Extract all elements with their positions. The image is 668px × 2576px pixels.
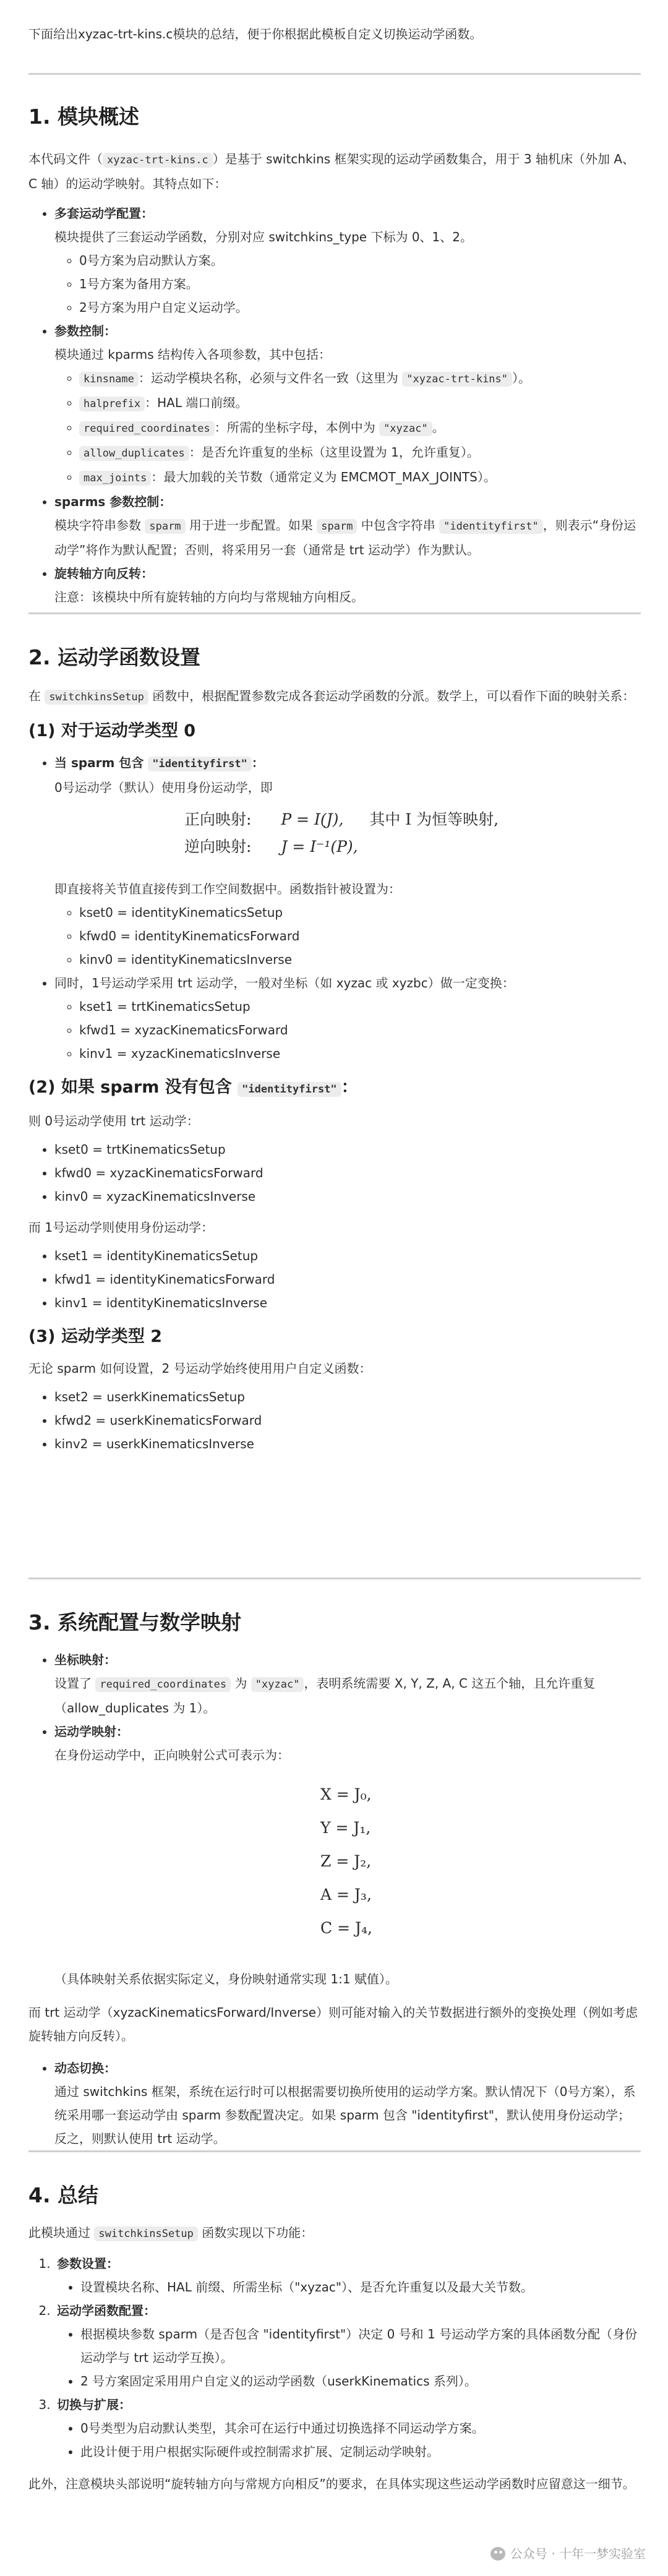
list-item: • 坐标映射： 设置了 required_coordinates 为 "xyzac" ，表明系统需要 X, Y, Z, A, C 这五个轴，且允许重复（allow_duplicates 为 1）。 xyxy=(54,1648,641,1720)
sub-item: ◦ 0号方案为启动默认方案。 xyxy=(79,249,641,272)
inline-code: xyzac-trt-kins.c xyxy=(103,153,213,168)
list-item: • kset0 = trtKinematicsSetup xyxy=(54,1138,641,1161)
list-item: • kfwd1 = identityKinematicsForward xyxy=(54,1268,641,1291)
math-equation: P = I(J), xyxy=(281,810,344,828)
list-item: 2. 运动学函数配置： • 根据模块参数 sparm（是否包含 "identityfirst"）决定 0 号和 1 号运动学方案的具体函数分配（身份运动学与 trt 运动学互换）。 • 2 号方案固定采用用户自定义的运动学函数（userkKinematics 系列）。 xyxy=(54,2299,641,2393)
list-item: 1. 参数设置： • 设置模块名称、HAL 前缀、所需坐标（"xyzac"）、是否允许重复以及最大关节数。 xyxy=(54,2252,641,2299)
paragraph: 而 trt 运动学（xyzacKinematicsForward/Inverse）则可能对输入的关节数据进行额外的变换处理（例如考虑旋转轴方向反转）。 xyxy=(28,2005,638,2043)
list-item: • 当 sparm 包含 "identityfirst" ： 0号运动学（默认）使用身份运动学，即 正向映射: P = I(J), 其中 I 为恒等映射, 逆向映射: J = I⁻¹(P), 即直接将关节值直接传到工作空间数据中。函数指针被设置为： ◦ kset0 = identityKinematicsSetup ◦ kfwd0 = identityKinematicsForward ◦ kinv0 = identityKinematicsInverse xyxy=(54,751,641,971)
sub-item: ◦ kinsname ：运动学模块名称，必须与文件名一致（这里为 "xyzac-trt-kins" ）。 xyxy=(79,366,641,391)
sub-list xyxy=(54,995,641,1065)
sub-item: ◦ kset1 = trtKinematicsSetup xyxy=(79,995,641,1018)
pointer-list xyxy=(28,1385,641,1456)
section-summary xyxy=(28,2181,641,2496)
closing-paragraph: 此外，注意模块头部说明“旋转轴方向与常规方向相反”的要求，在具体实现这些运动学函数时应留意这一细节。 xyxy=(28,2476,635,2491)
list-item: • kset2 = userkKinematicsSetup xyxy=(54,1385,641,1409)
pointer-list xyxy=(28,1244,641,1315)
paragraph: 无论 sparm 如何设置，2 号运动学始终使用用户自定义函数： xyxy=(28,1361,372,1376)
list-item: • kinv1 = identityKinematicsInverse xyxy=(54,1291,641,1315)
math-equation: J = I⁻¹(P), xyxy=(281,838,358,856)
math-note: 其中 I 为恒等映射, xyxy=(369,810,499,828)
sub-item: • 设置模块名称、HAL 前缀、所需坐标（"xyzac"）、是否允许重复以及最大关节数。 xyxy=(80,2275,641,2299)
sub-item: ◦ allow_duplicates ：是否允许重复的坐标（这里设置为 1，允许重复）。 xyxy=(79,440,641,465)
section-module-overview xyxy=(28,103,641,609)
section-title: 2. 运动学函数设置 xyxy=(28,645,200,669)
wechat-icon xyxy=(490,2547,505,2561)
math-equation: X = J₀, xyxy=(320,1785,372,1803)
sub-item: ◦ max_joints ：最大加载的关节数（通常定义为 EMCMOT_MAX_JOINTS）。 xyxy=(79,465,641,490)
divider xyxy=(28,2150,641,2152)
config-list xyxy=(28,2056,641,2150)
sub-item: • 此设计便于用户根据实际硬件或控制需求扩展、定制运动学映射。 xyxy=(80,2440,641,2463)
sub-list xyxy=(54,249,641,319)
list-item: • sparms 参数控制： 模块字符串参数 sparm 用于进一步配置。如果 sparm 中包含字符串 "identityfirst" ，则表示“身份运动学”将作为默认配置；否则，将采用另一套（通常是 trt 运动学）作为默认。 xyxy=(54,490,641,562)
feature-list xyxy=(28,202,641,609)
list-item: 3. 切换与扩展： • 0号类型为启动默认类型，其余可在运行中通过切换选择不同运动学方案。 • 此设计便于用户根据实际硬件或控制需求扩展、定制运动学映射。 xyxy=(54,2393,641,2463)
sub-list xyxy=(54,366,641,490)
sub-item: • 0号类型为启动默认类型，其余可在运行中通过切换选择不同运动学方案。 xyxy=(80,2416,641,2440)
sub-item: ◦ kfwd0 = identityKinematicsForward xyxy=(79,924,641,948)
intro-text: 下面给出xyzac-trt-kins.c模块的总结，便于你根据此模板自定义切换运动学函数。 xyxy=(28,27,482,41)
divider xyxy=(28,1578,641,1579)
case-list xyxy=(28,751,641,1065)
math-label: 逆向映射: xyxy=(184,838,252,856)
sub-item: ◦ kinv1 = xyzacKinematicsInverse xyxy=(79,1042,641,1065)
paragraph: 而 1号运动学则使用身份运动学： xyxy=(28,1220,214,1235)
section-kinematics-setup xyxy=(28,643,641,1456)
paragraph: 在 switchkinsSetup 函数中，根据配置参数完成各套运动学函数的分派。数学上，可以看作下面的映射关系： xyxy=(28,689,635,703)
math-block xyxy=(54,1767,641,1952)
paragraph: 则 0号运动学使用 trt 运动学： xyxy=(28,1114,199,1128)
list-item: • kfwd2 = userkKinematicsForward xyxy=(54,1409,641,1432)
math-block xyxy=(54,799,641,866)
divider xyxy=(28,612,641,614)
config-list xyxy=(28,1648,641,1991)
paragraph: 此模块通过 switchkinsSetup 函数实现以下功能： xyxy=(28,2225,314,2240)
sub-item: ◦ halprefix ：HAL 端口前缀。 xyxy=(79,391,641,416)
subsection-title: (2) 如果 sparm 没有包含 "identityfirst" ： xyxy=(28,1078,358,1097)
list-item: • kset1 = identityKinematicsSetup xyxy=(54,1244,641,1268)
sub-list xyxy=(54,901,641,971)
section-title: 3. 系统配置与数学映射 xyxy=(28,1610,241,1634)
math-equation: C = J₄, xyxy=(320,1919,372,1937)
section-title: 1. 模块概述 xyxy=(28,105,139,129)
math-equation: Z = J₂, xyxy=(320,1852,372,1870)
sub-item: ◦ 2号方案为用户自定义运动学。 xyxy=(79,296,641,319)
list-item: • 多套运动学配置： 模块提供了三套运动学函数，分别对应 switchkins_type 下标为 0、1、2。 ◦ 0号方案为启动默认方案。 ◦ 1号方案为备用方案。 ◦ 2号方案为用户自定义运动学。 xyxy=(54,202,641,319)
subsection-title: (3) 运动学类型 2 xyxy=(28,1327,163,1346)
summary-list xyxy=(28,2252,641,2463)
sub-item: ◦ kset0 = identityKinematicsSetup xyxy=(79,901,641,924)
list-item: • 动态切换： 通过 switchkins 框架，系统在运行时可以根据需要切换所使用的运动学方案。默认情况下（0号方案），系统采用哪一套运动学由 sparm 参数配置决定。如果 sparm 包含 "identityfirst"，默认使用身份运动学；反之，则默认使用 trt 运动学。 xyxy=(54,2056,641,2150)
divider xyxy=(28,73,641,75)
list-item: • 旋转轴方向反转： 注意：该模块中所有旋转轴的方向均与常规轴方向相反。 xyxy=(54,562,641,609)
math-equation: Y = J₁, xyxy=(320,1819,371,1837)
sub-item: ◦ kfwd1 = xyzacKinematicsForward xyxy=(79,1018,641,1042)
pointer-list xyxy=(28,1138,641,1208)
list-item: • kinv0 = xyzacKinematicsInverse xyxy=(54,1185,641,1208)
paragraph: 本代码文件（ xyzac-trt-kins.c ）是基于 switchkins 框架实现的运动学函数集合，用于 3 轴机床（外加 A、C 轴）的运动学映射。其特点如下： xyxy=(28,152,635,191)
subsection-title: (1) 对于运动学类型 0 xyxy=(28,721,196,741)
section-title: 4. 总结 xyxy=(28,2183,98,2207)
math-label: 正向映射: xyxy=(184,810,252,828)
list-item: • 同时，1号运动学采用 trt 运动学，一般对坐标（如 xyzac 或 xyzbc）做一定变换： ◦ kset1 = trtKinematicsSetup ◦ kfwd1 = xyzacKinematicsForward ◦ kinv1 = xyzacKinematicsInverse xyxy=(54,971,641,1065)
sub-item: • 2 号方案固定采用用户自定义的运动学函数（userkKinematics 系列）。 xyxy=(80,2369,641,2393)
sub-item: • 根据模块参数 sparm（是否包含 "identityfirst"）决定 0 号和 1 号运动学方案的具体函数分配（身份运动学与 trt 运动学互换）。 xyxy=(80,2322,641,2369)
watermark: 公众号 · 十年一梦实验室 xyxy=(490,2544,646,2562)
sub-item: ◦ kinv0 = identityKinematicsInverse xyxy=(79,948,641,971)
math-equation: A = J₃, xyxy=(320,1886,372,1904)
list-item: • 参数控制： 模块通过 kparms 结构传入各项参数，其中包括： ◦ kinsname ：运动学模块名称，必须与文件名一致（这里为 "xyzac-trt-kins" ）。 ◦ halprefix ：HAL 端口前缀。 ◦ required_coordinates ：所需的坐标字母，本例中为 "xyzac" 。 ◦ allow_duplicates ：是否允许重复的坐标（这里设置为 1，允许重复）。 ◦ max_joints ：最大加载的关节数（通常定义为 EMCMOT_MAX_JOINTS）。 xyxy=(54,319,641,490)
section-config-mapping xyxy=(28,1608,641,2150)
sub-item: ◦ 1号方案为备用方案。 xyxy=(79,272,641,296)
list-item: • 运动学映射： 在身份运动学中，正向映射公式可表示为： X = J₀, Y = J₁, Z = J₂, A = J₃, C = J₄, （具体映射关系依据实际定义，身份映射通常实现 1:1 赋值）。 xyxy=(54,1720,641,1991)
list-item: • kinv2 = userkKinematicsInverse xyxy=(54,1432,641,1456)
sub-item: ◦ required_coordinates ：所需的坐标字母，本例中为 "xyzac" 。 xyxy=(79,416,641,440)
list-item: • kfwd0 = xyzacKinematicsForward xyxy=(54,1161,641,1185)
